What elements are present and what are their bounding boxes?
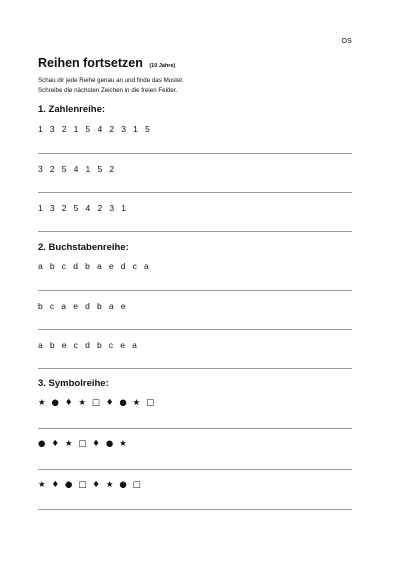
answer-line[interactable] xyxy=(38,231,352,232)
corner-code: OS xyxy=(341,38,352,45)
section-heading-symbols: 3. Symbolreihe: xyxy=(38,378,109,389)
answer-line[interactable] xyxy=(38,469,352,470)
answer-line[interactable] xyxy=(38,509,352,510)
answer-line[interactable] xyxy=(38,153,352,154)
sequence-row: ● ♦ ★ □ ♦ ● ★ xyxy=(38,439,129,449)
answer-line[interactable] xyxy=(38,192,352,193)
answer-line[interactable] xyxy=(38,290,352,291)
title-row xyxy=(38,54,175,72)
answer-line[interactable] xyxy=(38,368,352,369)
instructions xyxy=(38,76,358,95)
age-subtitle: (10 Jahre) xyxy=(149,63,176,69)
page-title: Reihen fortsetzen xyxy=(38,56,143,70)
instruction-line: Schau dir jede Reihe genau an und finde das Muster. xyxy=(38,77,184,84)
sequence-row: ★ ♦ ● □ ♦ ★ ● □ xyxy=(38,480,143,490)
sequence-row: a b c d b a e d c a xyxy=(38,261,152,271)
section-heading-numbers: 1. Zahlenreihe: xyxy=(38,104,106,115)
answer-line[interactable] xyxy=(38,428,352,429)
sequence-row: ★ ● ♦ ★ □ ♦ ● ★ □ xyxy=(38,398,156,408)
sequence-row: a b e c d b c e a xyxy=(38,340,140,350)
sequence-row: b c a e d b a e xyxy=(38,301,128,311)
instruction-line: Schreibe die nächsten Zeichen in die freien Felder. xyxy=(38,86,178,94)
sequence-row: 1 3 2 1 5 4 2 3 1 5 xyxy=(38,124,153,134)
section-heading-letters: 2. Buchstabenreihe: xyxy=(38,242,129,253)
answer-line[interactable] xyxy=(38,329,352,330)
sequence-row: 1 3 2 5 4 2 3 1 xyxy=(38,203,129,213)
sequence-row: 3 2 5 4 1 5 2 xyxy=(38,164,117,174)
